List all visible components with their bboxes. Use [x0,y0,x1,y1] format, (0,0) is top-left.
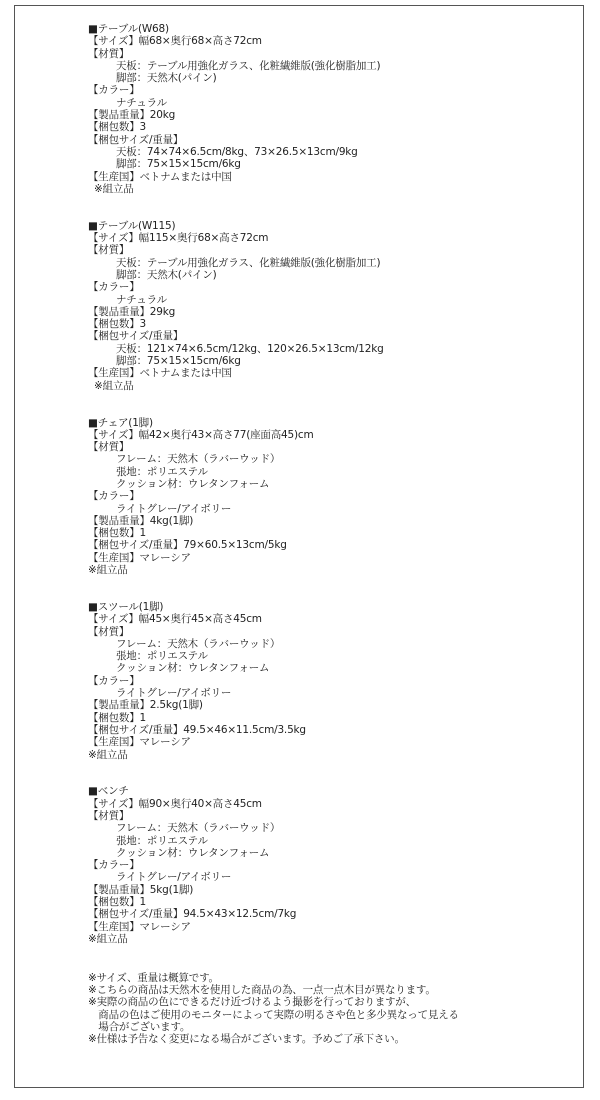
origin-line: 【生産国】マレーシア [88,551,191,564]
section-heading: ■スツール(1脚) [88,600,164,613]
package-size-label: 【梱包サイズ/重量】 [88,330,184,343]
packages-line: 【梱包数】1 [88,711,146,724]
section-heading: ■テーブル(W68) [88,23,169,35]
weight-line: 【製品重量】29kg [88,305,176,318]
material-line: 天板：テーブル用強化ガラス、化粧繊維版(強化樹脂加工) [116,256,381,269]
note-line: ※サイズ、重量は概算です。 [88,971,219,984]
note-line: ※実際の商品の色にできるだけ近づけるよう撮影を行っておりますが、 [88,996,416,1009]
material-line: クッション材：ウレタンフォーム [116,846,270,859]
package-size-line: 天板：74×74×6.5cm/8kg、73×26.5×13cm/9kg [116,145,358,158]
material-line: 天板：テーブル用強化ガラス、化粧繊維版(強化樹脂加工) [116,59,381,72]
color-label: 【カラー】 [88,84,140,97]
color-value: ライトグレー/アイボリー [116,687,232,700]
note-line: ※こちらの商品は天然木を使用した商品の為、一点一点木目が異なります。 [88,984,436,997]
size-line: 【サイズ】幅45×奥行45×高さ45cm [88,613,262,626]
material-line: 脚部：天然木(パイン) [116,268,217,281]
packages-line: 【梱包数】1 [88,527,146,540]
assembly-note: ※組立品 [88,932,128,945]
weight-line: 【製品重量】4kg(1脚) [88,514,194,527]
size-line: 【サイズ】幅115×奥行68×高さ72cm [88,232,269,245]
weight-line: 【製品重量】2.5kg(1脚) [88,699,203,712]
note-line: ※仕様は予告なく変更になる場合がございます。予めご了承下さい。 [88,1033,405,1046]
color-value: ライトグレー/アイボリー [116,871,232,884]
package-size-line: 【梱包サイズ/重量】79×60.5×13cm/5kg [88,539,287,552]
material-line: クッション材：ウレタンフォーム [116,662,270,675]
weight-line: 【製品重量】5kg(1脚) [88,883,194,896]
spec-section-table-w115 [88,220,578,392]
package-size-line: 天板：121×74×6.5cm/12kg、120×26.5×13cm/12kg [116,342,384,355]
origin-line: 【生産国】ベトナムまたは中国 [88,367,232,380]
material-label: 【材質】 [88,244,130,257]
package-size-label: 【梱包サイズ/重量】 [88,133,184,146]
assembly-note: ※組立品 [94,379,134,392]
material-line: 張地：ポリエステル [116,650,208,663]
material-line: フレーム：天然木（ラバーウッド） [116,637,281,650]
material-label: 【材質】 [88,625,130,638]
material-label: 【材質】 [88,47,130,60]
packages-line: 【梱包数】1 [88,896,146,909]
color-value: ライトグレー/アイボリー [116,502,232,515]
assembly-note: ※組立品 [88,748,128,761]
assembly-note: ※組立品 [94,182,134,195]
color-value: ナチュラル [116,293,167,306]
package-size-line: 脚部：75×15×15cm/6kg [116,158,241,171]
origin-line: 【生産国】ベトナムまたは中国 [88,170,232,183]
color-label: 【カラー】 [88,490,140,503]
section-heading: ■ベンチ [88,785,129,798]
package-size-line: 【梱包サイズ/重量】94.5×43×12.5cm/7kg [88,908,297,921]
section-heading: ■チェア(1脚) [88,416,153,429]
package-size-line: 脚部：75×15×15cm/6kg [116,355,241,368]
spec-content [88,23,578,1046]
material-line: クッション材：ウレタンフォーム [116,477,270,490]
spec-section-stool [88,601,578,761]
color-value: ナチュラル [116,96,167,109]
size-line: 【サイズ】幅42×奥行43×高さ77(座面高45)cm [88,428,314,441]
color-label: 【カラー】 [88,281,140,294]
material-label: 【材質】 [88,810,130,822]
color-label: 【カラー】 [88,674,140,687]
material-line: 張地：ポリエステル [116,465,208,478]
color-label: 【カラー】 [88,859,140,872]
packages-line: 【梱包数】3 [88,121,146,134]
material-label: 【材質】 [88,441,130,454]
spec-section-table-w68 [88,23,578,195]
section-heading: ■テーブル(W115) [88,219,176,232]
origin-line: 【生産国】マレーシア [88,736,191,749]
size-line: 【サイズ】幅68×奥行68×高さ72cm [88,35,262,48]
weight-line: 【製品重量】20kg [88,109,176,122]
material-line: フレーム：天然木（ラバーウッド） [116,822,281,835]
material-line: 脚部：天然木(パイン) [116,72,217,85]
general-notes [88,972,578,1046]
note-line: 場合がございます。 [88,1021,191,1034]
note-line: 商品の色はご使用のモニターによって実際の明るさや色と多少異なって見える [88,1008,459,1021]
spec-section-chair [88,417,578,577]
spec-section-bench [88,785,578,945]
package-size-line: 【梱包サイズ/重量】49.5×46×11.5cm/3.5kg [88,723,306,736]
material-line: 張地：ポリエステル [116,834,208,847]
packages-line: 【梱包数】3 [88,318,146,331]
assembly-note: ※組立品 [88,564,128,577]
size-line: 【サイズ】幅90×奥行40×高さ45cm [88,797,262,810]
material-line: フレーム：天然木（ラバーウッド） [116,453,281,466]
origin-line: 【生産国】マレーシア [88,920,191,933]
